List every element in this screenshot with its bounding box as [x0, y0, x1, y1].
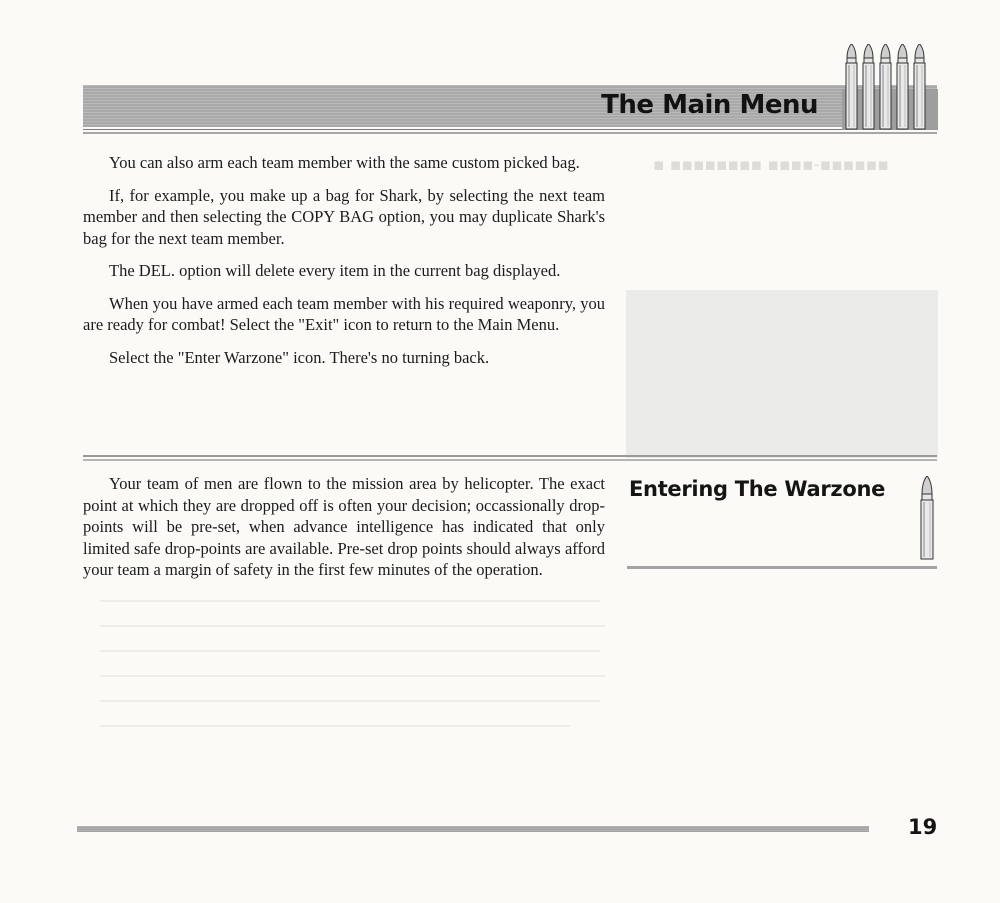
bleed-through-line	[100, 650, 600, 652]
footer-rule	[77, 826, 869, 832]
bleed-through-line	[100, 625, 605, 627]
section-divider	[83, 459, 937, 461]
paragraph: Select the "Enter Warzone" icon. There's no turning back.	[109, 347, 490, 367]
section-divider	[83, 455, 937, 457]
page-number: 19	[908, 815, 938, 839]
section-heading: Entering The Warzone	[629, 477, 886, 501]
paragraph: The DEL. option will delete every item in the current bag displayed.	[109, 261, 561, 280]
bullets-icon	[842, 44, 938, 130]
page-title: The Main Menu	[601, 90, 818, 120]
paragraph: If, for example, you make up a bag for Shark, by selecting the next team member and then selecting the COPY BAG option, you may duplicate Shark's bag for the next team member.	[83, 185, 605, 248]
paragraph: When you have armed each team member with his required weaponry, you are ready for combat! Select the "Exit" icon to return to the Main Menu.	[83, 293, 605, 334]
bleed-through-line	[100, 675, 605, 677]
bullet-icon	[918, 476, 936, 560]
bleed-through-line	[100, 700, 600, 702]
paragraph: Your team of men are flown to the mission area by helicopter. The exact point at which they are dropped off is often your decision; occassionally drop-points will be pre-set, when advance intelligence has indicated that only limited safe drop-points are available. Pre-set drop points should always afford your team a margin of safety in the first few minutes of the operation.	[83, 474, 605, 579]
header-rule	[83, 132, 937, 134]
bleed-through-line	[100, 725, 570, 727]
section-rule	[627, 566, 937, 569]
bleed-through-heading: ▪ ▪▪▪▪▪▪▪▪ ▪▪▪▪-▪▪▪▪▪▪	[653, 155, 889, 175]
bleed-through-box	[626, 290, 938, 458]
header-rule	[83, 129, 937, 130]
paragraph: You can also arm each team member with the same custom picked bag.	[109, 153, 580, 172]
top-text-column	[83, 152, 605, 379]
bleed-through-line	[100, 600, 600, 602]
bottom-text-column	[83, 473, 605, 592]
